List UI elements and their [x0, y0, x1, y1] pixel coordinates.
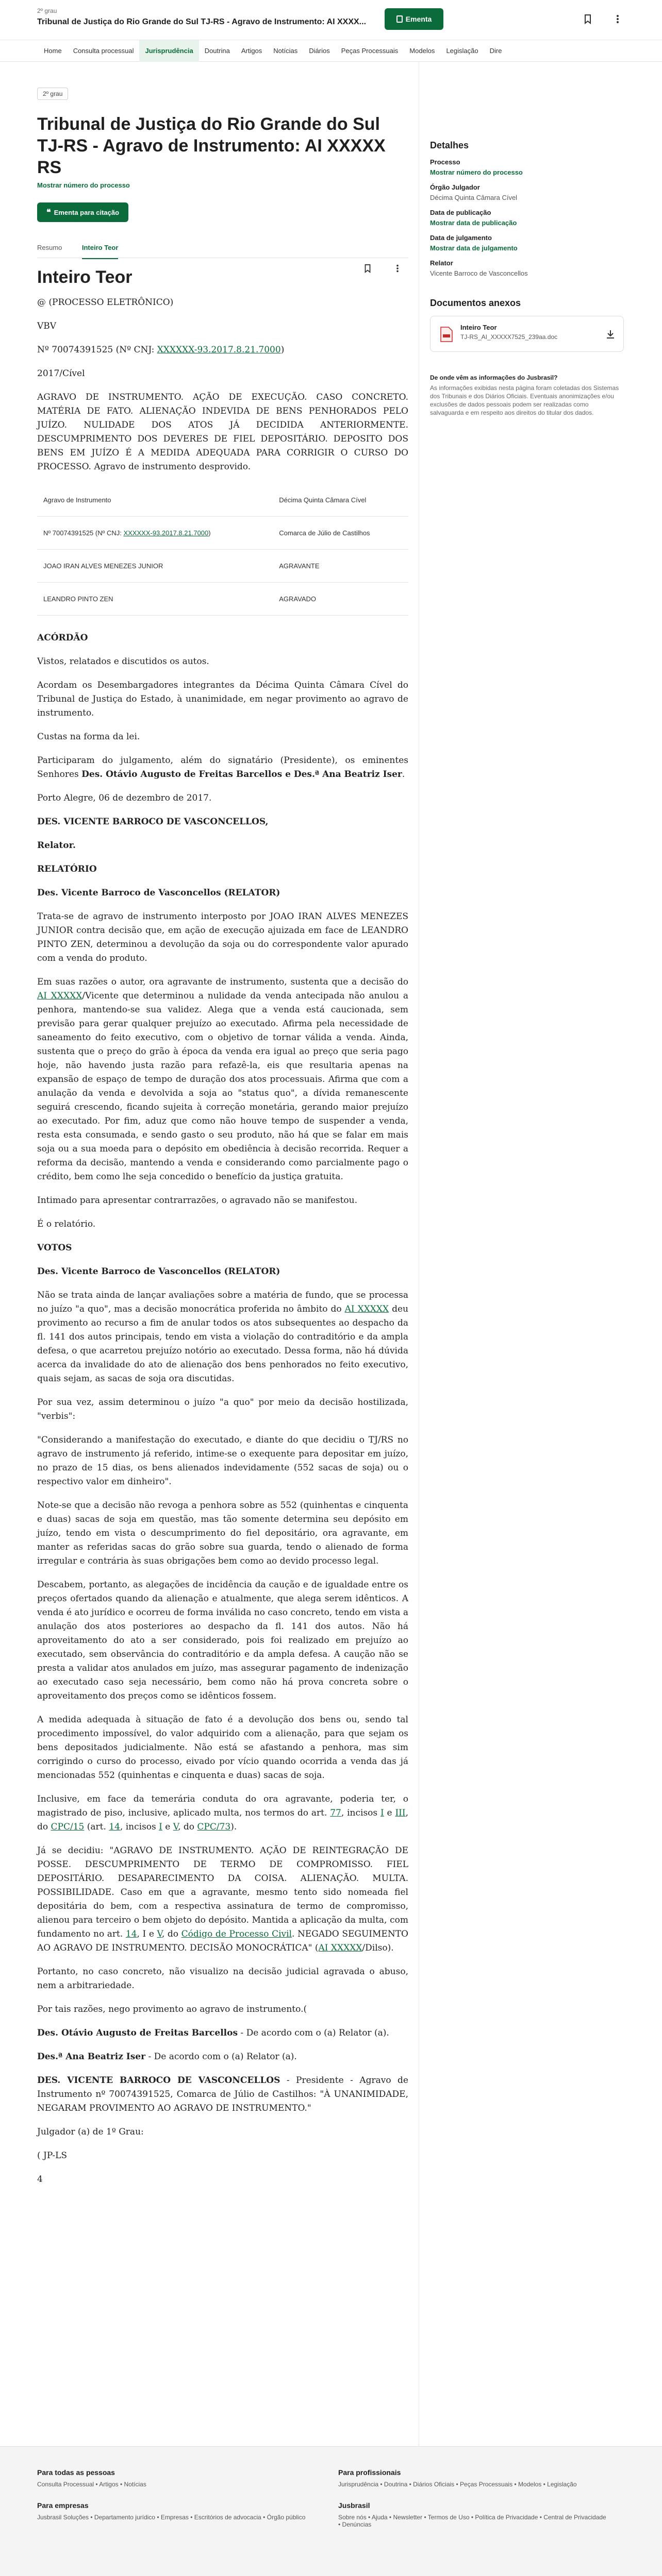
- doc-paragraph: Por tais razões, nego provimento ao agravo de instrumento.(: [37, 2004, 307, 2014]
- nav-diretorio[interactable]: Dire: [489, 46, 502, 55]
- text: , do: [178, 1822, 197, 1832]
- table-row: [37, 550, 408, 583]
- text: , incisos: [341, 1808, 380, 1818]
- text: /Vicente que determinou a nulidade da venda antecipada não anulou a penhora, mantendo-se sua validez. Alega que a venda está caucionada, sem previsão para gerar qualquer prejuízo ao executado. Afirma pela necessidade de saneamento do feito executivo, com o objetivo de tornar válida a venda. Ainda, sustenta que o preço do grão à época da venda era igual ao preço que seria pago hoje, não havendo justa razão para refazê-la, eis que resultaria apenas na expansão de espaço de tempo de duração dos atos processuais. Afirma que com a anulação da venda e devolvida a soja ao "status quo", a dívida remanescente seguirá crescendo, ficando sujeita à correção monetária, gerando maior prejuízo ao executado. Por fim, aduz que como não houve tempo de suspender a venda, resta esta consumada, e sendo gasto o seu produto, não há que se falar em mais soja ou a sua moeda para o depósito em obediência à decisão recorrida. Requer a reforma da decisão, mantendo a venda e considerando como parcialmente pago o crédito, bem como lhe seja concedido o benefício da justiça gratuita.: [37, 991, 408, 1182]
- doc-paragraph: @ (PROCESSO ELETRÔNICO): [37, 297, 174, 308]
- nav-modelos[interactable]: Modelos: [409, 46, 435, 55]
- processo-label: Processo: [430, 158, 460, 166]
- doc-paragraph: ( JP-LS: [37, 2150, 68, 2161]
- doc-vote: [37, 2026, 408, 2040]
- nav-noticias[interactable]: Notícias: [273, 46, 298, 55]
- doc-paragraph: VBV: [37, 321, 57, 331]
- nav-doutrina[interactable]: Doutrina: [204, 46, 230, 55]
- relator-label: Relator: [430, 259, 453, 267]
- ementa-button-label: Ementa: [405, 15, 432, 23]
- text: ): [280, 345, 285, 355]
- footer-heading: Para profissionais: [338, 2468, 401, 2477]
- bookmark-icon[interactable]: [363, 264, 372, 273]
- law-link[interactable]: CPC/73: [197, 1822, 231, 1832]
- text: , do: [161, 1929, 181, 1939]
- nav-artigos[interactable]: Artigos: [241, 46, 262, 55]
- document-file-icon: [440, 327, 453, 342]
- attachment-filename: TJ-RS_AI_XXXXX7525_239aa.doc: [460, 333, 558, 341]
- text: e: [162, 1822, 173, 1832]
- doc-paragraph: A medida adequada à situação de fato é a devolução dos bens ou, sendo tal procedimento impossível, do valor adquirido com a alienação, para que sejam os bens depositados judicialmente. Não está se afastando a penhora, mas sim corrigindo o curso do processo, eivado por vício quando ocorrida a venda das já mencionadas 552 (quinhentas e cinquenta e duas) sacas de soja.: [37, 1715, 408, 1781]
- text: - Presidente - Agravo de Instrumento nº 70074391525, Comarca de Júlio de Castilhos: "À UNANIMIDADE, NEGARAM PROVIMENTO AO AGRAVO DE INSTRUMENTO.": [37, 2075, 408, 2113]
- table-cell: Agravo de Instrumento: [37, 484, 273, 517]
- table-cell: JOAO IRAN ALVES MENEZES JUNIOR: [37, 550, 273, 583]
- page-title-compact: Tribunal de Justiça do Rio Grande do Sul TJ-RS - Agravo de Instrumento: AI XXXX...: [37, 18, 367, 26]
- bookmark-icon[interactable]: [583, 14, 593, 24]
- footer-col-empresas: [37, 2501, 326, 2521]
- doc-vote: [37, 2050, 408, 2064]
- copy-icon: [396, 15, 403, 23]
- more-options-icon[interactable]: [393, 264, 402, 273]
- info-text: As informações exibidas nesta página foram coletadas dos Sistemas dos Tribunais e dos Diários Oficiais. Eventuais anonimizações e/ou exclusões de dados pessoais podem ser realizadas como salvaguarda e em respeito aos direitos do titular dos dados.: [430, 384, 619, 416]
- doc-paragraph: Descabem, portanto, as alegações de incidência da caução e de igualdade entre os preços ofertados quando da alienação e atualmente, que alega serem idênticos. A venda é ato jurídico e ocorreu de forma inválida no caso concreto, tendo em vista a anulação dos atos posteriores ao despacho da fl. 141 dos autos. Não há aproveitamento do ato a ser considerado, pois foi realizado em prejuízo ao executado, sem observância do contraditório e da ampla defesa. A caução não se presta a validar atos anulados em juízo, mas assegurar pagamento de indenização ao executado caso seja necessário, bem como não há prova concreta sobre o aproveitamento dos preços como se idênticos fossem.: [37, 1580, 408, 1701]
- text: deu provimento ao recurso a fim de anular todos os atos subsequentes ao despacho da fl. 141 dos autos principais, tendo em vista a violação do contraditório e da ampla defesa, o que acarretou prejuízo notório ao executado. Dessa forma, não há dúvida acerca da invalidade do ato de alienação dos bens penhorados no feito executivo, quais sejam, as sacas de soja ora discutidas.: [37, 1304, 408, 1384]
- doc-paragraph: Intimado para apresentar contrarrazões, o agravado não se manifestou.: [37, 1195, 358, 1206]
- julgamento-label: Data de julgamento: [430, 234, 492, 242]
- table-row: [37, 484, 408, 517]
- text-bold: Des. Otávio Augusto de Freitas Barcellos e Des.ª Ana Beatriz Iser: [81, 769, 402, 779]
- cnj-link[interactable]: XXXXXX-93.2017.8.21.7000: [157, 345, 281, 355]
- relatorio-heading: RELATÓRIO: [37, 864, 97, 874]
- text: ).: [230, 1822, 237, 1832]
- attachment-name: Inteiro Teor: [460, 324, 497, 331]
- footer-col-pessoas: [37, 2468, 295, 2488]
- tab-inteiro-teor[interactable]: Inteiro Teor: [82, 238, 119, 259]
- document-heading: Inteiro Teor: [37, 267, 133, 287]
- info-source-box: [430, 374, 624, 417]
- text: Não se trata ainda de lançar avaliações sobre a matéria de fundo, que se processa no juízo "a quo", mas a decisão monocrática proferida no âmbito do: [37, 1290, 408, 1314]
- breadcrumb[interactable]: 2º grau: [37, 7, 57, 14]
- doc-paragraph: É o relatório.: [37, 1219, 96, 1229]
- relator-value: Vicente Barroco de Vasconcellos: [430, 269, 528, 277]
- text: , I e: [137, 1929, 157, 1939]
- doc-paragraph: Por sua vez, assim determinou o juízo "a quo" por meio da decisão hostilizada, "verbis":: [37, 1397, 408, 1421]
- details-title: Detalhes: [430, 140, 469, 150]
- content-actions: [363, 264, 402, 273]
- law-link[interactable]: 14: [109, 1822, 120, 1832]
- footer-links[interactable]: Consulta Processual • Artigos • Notícias: [37, 2481, 146, 2488]
- doc-rapporteur: Des. Vicente Barroco de Vasconcellos (RELATOR): [37, 888, 280, 898]
- nav-home[interactable]: Home: [44, 46, 62, 55]
- show-process-number-link[interactable]: Mostrar número do processo: [37, 181, 130, 189]
- cnj-link[interactable]: XXXXXX-93.2017.8.21.7000: [123, 529, 209, 537]
- text: .: [402, 769, 405, 779]
- publicacao-label: Data de publicação: [430, 209, 491, 216]
- text: - De acordo com o (a) Relator (a).: [238, 2028, 389, 2038]
- text: e: [384, 1808, 395, 1818]
- law-link[interactable]: 14: [125, 1929, 137, 1939]
- doc-process-number: [37, 343, 408, 357]
- doc-paragraph: Portanto, no caso concreto, não visualizo na decisão judicial agravada o abuso, nem a arbitrariedade.: [37, 1967, 408, 1991]
- doc-paragraph: [37, 1792, 408, 1834]
- law-link[interactable]: I: [159, 1822, 162, 1832]
- text: ): [208, 529, 211, 537]
- document-body: [37, 267, 408, 2187]
- doc-paragraph: Porto Alegre, 06 de dezembro de 2017.: [37, 793, 212, 803]
- orgao-label: Órgão Julgador: [430, 183, 480, 191]
- table-row: [37, 583, 408, 616]
- footer-links[interactable]: Sobre nós • Ajuda • Newsletter • Termos de Uso • Política de Privacidade • Central de Privacidade • Denúncias: [338, 2514, 606, 2528]
- parties-table: [37, 484, 408, 616]
- tab-resumo[interactable]: Resumo: [37, 244, 62, 251]
- doc-signature-role: Relator.: [37, 840, 76, 851]
- attachment-card[interactable]: [430, 316, 624, 352]
- law-link[interactable]: CPC/15: [51, 1822, 85, 1832]
- ementa-button[interactable]: [385, 8, 443, 30]
- page-number: 4: [37, 2174, 43, 2184]
- ai-link[interactable]: AI XXXXX: [318, 1943, 362, 1953]
- cite-ementa-button[interactable]: [37, 202, 128, 222]
- footer-col-profissionais: [338, 2468, 627, 2488]
- content-tabs: [37, 238, 408, 258]
- text: /Dilso).: [362, 1943, 394, 1953]
- text: Inclusive, em face da temerária conduta do ora agravante, poderia ter, o magistrado de piso, inclusive, aplicado multa, nos termos do art.: [37, 1794, 408, 1818]
- law-link[interactable]: V: [157, 1929, 162, 1939]
- ai-link[interactable]: AI XXXXX: [344, 1304, 389, 1314]
- nav-jurisprudencia[interactable]: Jurisprudência: [139, 40, 198, 62]
- text: Nº 70074391525 (Nº CNJ:: [37, 345, 157, 355]
- footer-heading: Jusbrasil: [338, 2501, 370, 2510]
- orgao-value: Décima Quinta Câmara Cível: [430, 194, 518, 201]
- doc-paragraph: 2017/Cível: [37, 368, 85, 379]
- table-cell: Comarca de Júlio de Castilhos: [273, 517, 408, 550]
- law-link[interactable]: III: [395, 1808, 406, 1818]
- text: (art.: [84, 1822, 109, 1832]
- footer: [0, 2446, 662, 2576]
- law-link[interactable]: I: [380, 1808, 384, 1818]
- text: . NEGADO SEGUIMENTO AO AGRAVO DE INSTRUMENTO. DECISÃO MONOCRÁTICA" (: [37, 1929, 408, 1953]
- doc-paragraph: Acordam os Desembargadores integrantes da Décima Quinta Câmara Cível do Tribunal de Justiça do Estado, à unanimidade, em negar provimento ao agravo de instrumento.: [37, 680, 408, 718]
- text: - De acordo com o (a) Relator (a).: [145, 2052, 297, 2062]
- doc-paragraph: [37, 975, 408, 1184]
- ementa-text: AGRAVO DE INSTRUMENTO. AÇÃO DE EXECUÇÃO. CASO CONCRETO. MATÉRIA DE FATO. ALIENAÇÃO INDEVIDA DE BENS PENHORADOS PELO JUÍZO. NULIDADE DOS ATOS JÁ DECIDIDA ANTERIORMENTE. DESCUMPRIMENTO DOS DEVERES DE FIEL DEPOSITÁRIO. DEPOSITO DOS BENS EM JUÍZO É A MEDIDA ADEQUADA PARA CORRIGIR O CURSO DO PROCESSO. Agravo de instrumento desprovido.: [37, 392, 408, 472]
- doc-signature: DES. VICENTE BARROCO DE VASCONCELLOS,: [37, 817, 269, 827]
- text: , incisos: [120, 1822, 159, 1832]
- cite-ementa-label: Ementa para citação: [54, 208, 120, 216]
- text: Participaram do julgamento, além do signatário (Presidente), os eminentes Senhores: [37, 755, 408, 779]
- info-title[interactable]: De onde vêm as informações do Jusbrasil?: [430, 374, 558, 381]
- top-bar: [0, 0, 662, 40]
- show-julgamento-link[interactable]: Mostrar data de julgamento: [430, 244, 518, 252]
- ai-link[interactable]: AI XXXXX: [37, 991, 82, 1001]
- instance-tag: 2º grau: [37, 88, 68, 100]
- table-cell: [37, 517, 273, 550]
- doc-vote: [37, 2074, 408, 2115]
- text-bold: Des.ª Ana Beatriz Iser: [37, 2052, 146, 2062]
- doc-paragraph: Note-se que a decisão não revoga a penhora sobre as 552 (quinhentas e cinquenta e duas) sacas de soja em questão, mas tão somente determina seu depósito em juízo, tendo em vista o descumprimento do fiel depositário, ora agravante, em manter as referidas sacas do grão sobre sua guarda, tendo o alienado de forma irregular e contrária às suas obrigações bem como ao devido processo legal.: [37, 1500, 408, 1566]
- doc-rapporteur: Des. Vicente Barroco de Vasconcellos (RELATOR): [37, 1266, 280, 1277]
- table-cell: Décima Quinta Câmara Cível: [273, 484, 408, 517]
- table-cell: LEANDRO PINTO ZEN: [37, 583, 273, 616]
- doc-paragraph: Trata-se de agravo de instrumento interposto por JOAO IRAN ALVES MENEZES JUNIOR contra decisão que, em ação de execução ajuizada em face de LEANDRO PINTO ZEN, determinou a devolução da soja ou do correspondente valor apurado com a venda do produto.: [37, 911, 408, 963]
- page-title: Tribunal de Justiça do Rio Grande do Sul TJ-RS - Agravo de Instrumento: AI XXXXX RS: [37, 114, 386, 177]
- download-icon[interactable]: [605, 329, 616, 340]
- law-link[interactable]: Código de Processo Civil: [181, 1929, 292, 1939]
- attachments-title: Documentos anexos: [430, 298, 521, 308]
- show-processo-link[interactable]: Mostrar número do processo: [430, 168, 523, 176]
- text: Em suas razões o autor, ora agravante de instrumento, sustenta que a decisão do: [37, 977, 408, 987]
- text-bold: DES. VICENTE BARROCO DE VASCONCELLOS: [37, 2075, 280, 2086]
- more-options-icon[interactable]: [613, 14, 623, 24]
- law-link[interactable]: 77: [330, 1808, 341, 1818]
- doc-paragraph: [37, 1289, 408, 1386]
- footer-col-jusbrasil: [338, 2501, 606, 2528]
- votos-heading: VOTOS: [37, 1243, 72, 1253]
- footer-heading: Para todas as pessoas: [37, 2468, 115, 2477]
- table-row: [37, 517, 408, 550]
- acordao-heading: ACÓRDÃO: [37, 633, 88, 643]
- text-bold: Des. Otávio Augusto de Freitas Barcellos: [37, 2028, 238, 2038]
- main-nav: [0, 40, 662, 62]
- details-sidebar: [430, 83, 624, 417]
- doc-paragraph: Julgador (a) de 1º Grau:: [37, 2127, 144, 2137]
- nav-consulta-processual[interactable]: Consulta processual: [73, 46, 134, 55]
- nav-diarios[interactable]: Diários: [309, 46, 330, 55]
- table-cell: AGRAVANTE: [273, 550, 408, 583]
- doc-paragraph: [37, 1844, 408, 1955]
- footer-heading: Para empresas: [37, 2501, 89, 2510]
- quote-icon: ❝: [46, 208, 51, 217]
- footer-links[interactable]: Jusbrasil Soluções • Departamento jurídico • Empresas • Escritórios de advocacia • Órgão público: [37, 2514, 306, 2521]
- main-content: [37, 83, 408, 2196]
- text: Nº 70074391525 (Nº CNJ:: [43, 529, 124, 537]
- doc-quote: "Considerando a manifestação do executado, e diante do que decidiu o TJ/RS no agravo de instrumento já referido, intime-se o exequente para depositar em juízo, no prazo de 15 dias, os bens alienados indevidamente (552 sacas de soja) ou o respectivo valor em dinheiro".: [37, 1435, 408, 1487]
- show-publicacao-link[interactable]: Mostrar data de publicação: [430, 219, 517, 227]
- doc-paragraph: Vistos, relatados e discutidos os autos.: [37, 656, 209, 667]
- doc-paragraph: [37, 754, 408, 782]
- law-link[interactable]: V: [173, 1822, 178, 1832]
- text: , do: [37, 1808, 408, 1832]
- footer-links[interactable]: Jurisprudência • Doutrina • Diários Oficiais • Peças Processuais • Modelos • Legislação: [338, 2481, 577, 2488]
- doc-paragraph: Custas na forma da lei.: [37, 732, 140, 742]
- table-cell: AGRAVADO: [273, 583, 408, 616]
- nav-legislacao[interactable]: Legislação: [446, 46, 478, 55]
- text: Já se decidiu: "AGRAVO DE INSTRUMENTO. AÇÃO DE REINTEGRAÇÃO DE POSSE. DESCUMPRIMENTO DE TERMO DE COMPROMISSO. FIEL DEPOSITÁRIO. DESAPARECIMENTO DA COISA. ALIENAÇÃO. MULTA. POSSIBILIDADE. Caso em que a agravante, mesmo tento sido nomeada fiel depositária do bem, com a respectiva assinatura de termo de compromisso, alienou para terceiro o bem objeto do depósito. Mantida a aplicação da multa, com fundamento no art.: [37, 1845, 408, 1939]
- nav-pecas-processuais[interactable]: Peças Processuais: [341, 46, 399, 55]
